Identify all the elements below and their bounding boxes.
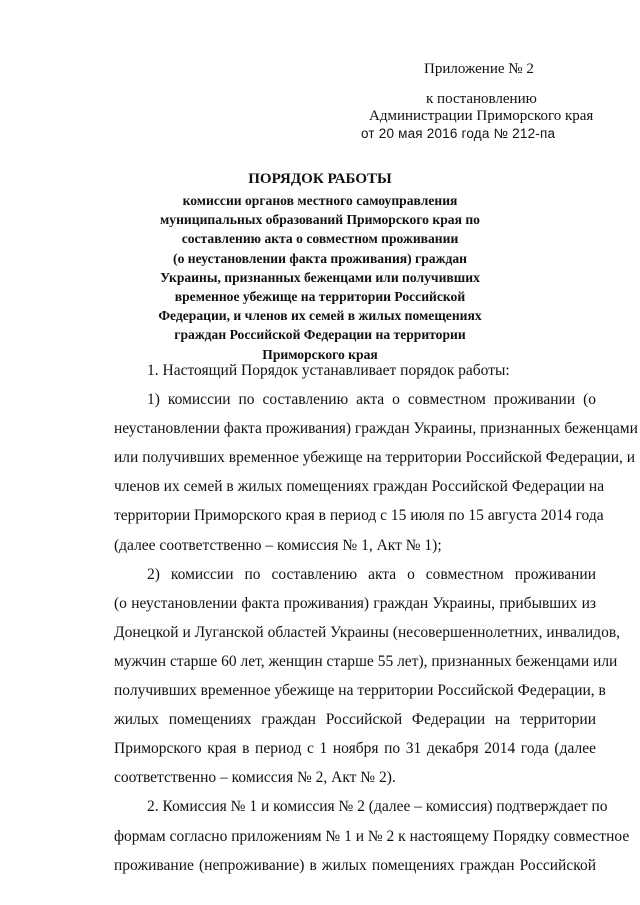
subtitle-line: комиссии органов местного самоуправления [182, 193, 458, 208]
subtitle-line: временное убежище на территории Российской [174, 289, 466, 305]
item-2-line: соответственно – комиссия № 2, Акт № 2). [114, 769, 396, 787]
document-body [114, 356, 638, 880]
document-title: ПОРЯДОК РАБОТЫ [248, 171, 392, 187]
issuing-authority: Администрации Приморского края [369, 108, 594, 124]
appendix-label: Приложение № 2 [424, 61, 534, 77]
resolution-date-number: от 20 мая 2016 года № 212-па [361, 126, 556, 141]
resolution-reference: к постановлению [426, 91, 537, 107]
subtitle-line: (о неустановлении факта проживания) граждан [173, 250, 467, 266]
item-1-line: 1) комиссии по составлению акта о совместном проживании (о [147, 391, 596, 409]
item-2-line: мужчин старше 60 лет, женщин старше 55 лет), признанных беженцами или [114, 652, 618, 670]
paragraph-1-intro: 1. Настоящий Порядок устанавливает порядок работы: [147, 362, 510, 379]
item-1-line: территории Приморского края в период с 15 июля по 15 августа 2014 года [114, 507, 604, 525]
item-2-line: Донецкой и Луганской областей Украины (несовершеннолетних, инвалидов, [114, 623, 621, 641]
subtitle-line: Украины, признанных беженцами или получивших [160, 269, 480, 285]
item-2-line: 2) комиссии по составлению акта о совместном проживании [147, 565, 596, 583]
item-1-line: (далее соответственно – комиссия № 1, Акт № 1); [114, 536, 442, 554]
item-2-line: (о неустановлении факта проживания) граждан Украины, прибывших из [114, 594, 596, 612]
subtitle-line: граждан Российской Федерации на территории [174, 327, 466, 343]
paragraph-2-line: 2. Комиссия № 1 и комиссия № 2 (далее – комиссия) подтверждает по [147, 798, 608, 816]
item-2-line: Приморского края в период с 1 ноября по 31 декабря 2014 года (далее [114, 740, 596, 758]
paragraph-2-line: проживание (непроживание) в жилых помещениях граждан Российской [114, 856, 596, 874]
item-2-line: жилых помещениях граждан Российской Федерации на территории [114, 711, 596, 729]
document-subtitle [100, 191, 540, 364]
item-2-line: получивших временное убежище на территории Российской Федерации, в [114, 682, 606, 700]
subtitle-line: Федерации, и членов их семей в жилых помещениях [158, 308, 482, 324]
subtitle-line: составлению акта о совместном проживании [181, 231, 459, 247]
subtitle-line: муниципальных образований Приморского края по [160, 212, 480, 228]
item-1-line: неустановлении факта проживания) граждан Украины, признанных беженцами [114, 420, 638, 438]
item-1-line: или получивших временное убежище на территории Российской Федерации, и [114, 449, 636, 467]
item-1-line: членов их семей в жилых помещениях граждан Российской Федерации на [114, 478, 605, 496]
subtitle-line: Приморского края [262, 346, 378, 362]
paragraph-2-line: формам согласно приложениям № 1 и № 2 к настоящему Порядку совместное [114, 827, 630, 845]
